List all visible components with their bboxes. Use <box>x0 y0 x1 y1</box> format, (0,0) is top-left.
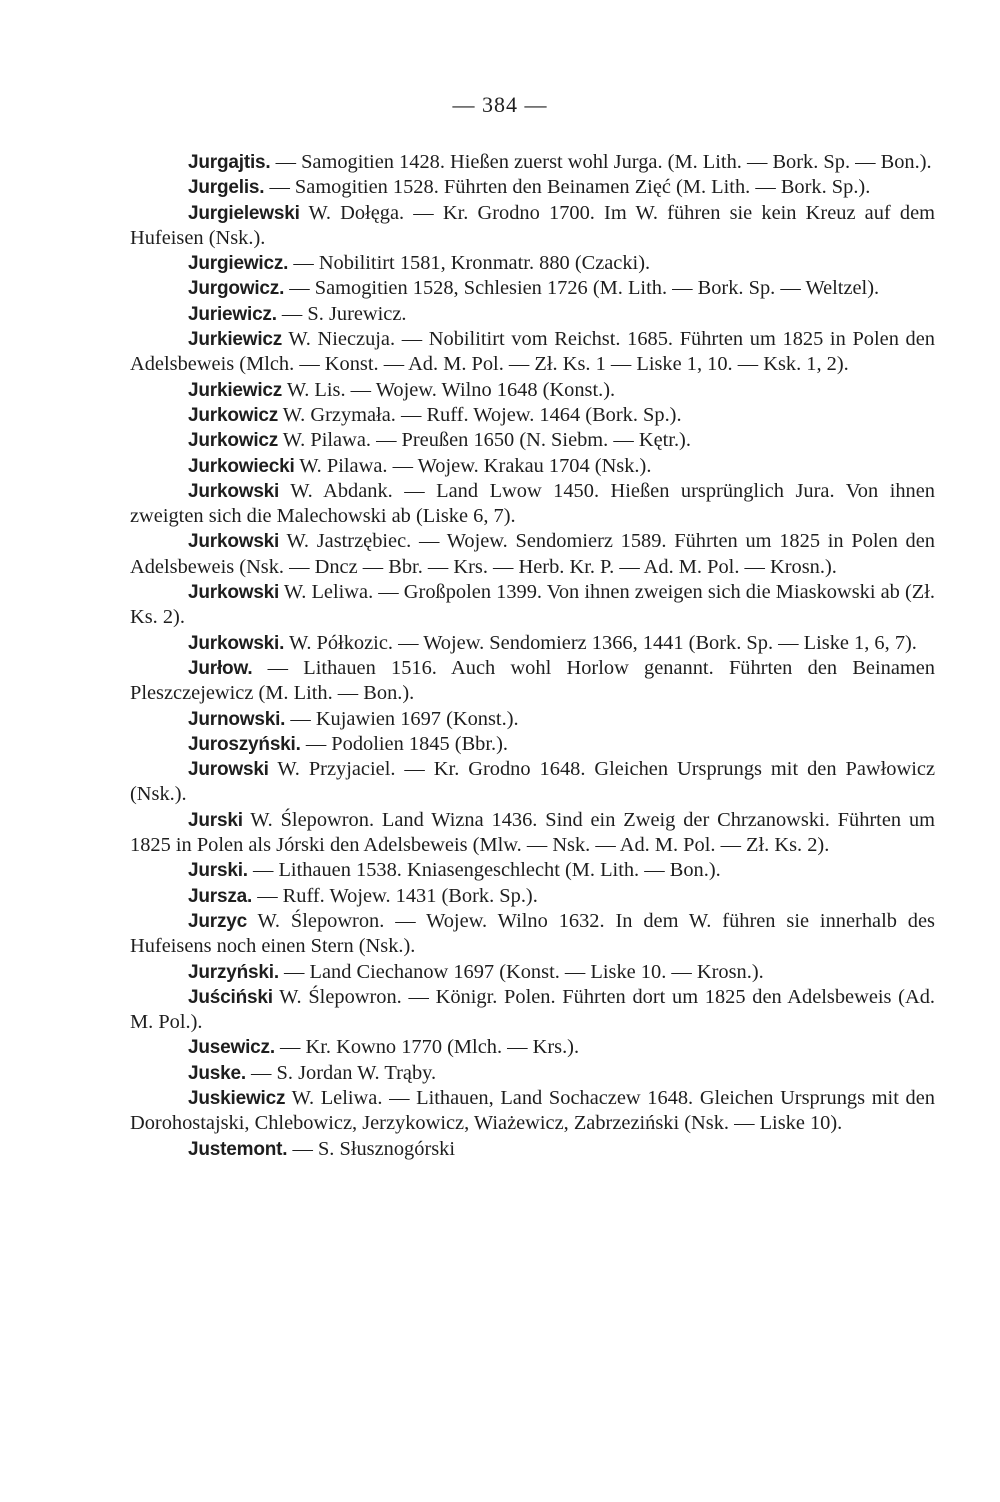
entry-text: W. Abdank. — Land Lwow 1450. Hießen ursprünglich Jura. Von ihnen zweigten sich die Malechowski ab (Liske 6, 7). <box>130 479 935 528</box>
entry-text: W. Lis. — Wojew. Wilno 1648 (Konst.). <box>282 378 616 401</box>
entry <box>130 276 935 301</box>
entry <box>130 960 935 985</box>
entry-surname: Jurkowski. <box>188 632 285 654</box>
entry-surname: Jurkowicz <box>188 430 279 452</box>
entry-surname: Jursza. <box>188 885 253 907</box>
entry-surname: Jurgajtis. <box>188 152 271 173</box>
entry-surname: Jurkowski <box>188 582 280 604</box>
entry-surname: Jurowski <box>188 759 269 781</box>
entry-text: W. Ślepowron. — Königr. Polen. Führten dort um 1825 den Adelsbeweis (Ad. M. Pol.). <box>130 985 935 1034</box>
entry-text: — S. Jordan W. Trąby. <box>245 1061 437 1084</box>
page-number: — 384 — <box>452 92 548 117</box>
entry <box>130 479 935 530</box>
entry-text: W. Półkozic. — Wojew. Sendomierz 1366, 1441 (Bork. Sp. — Liske 1, 6, 7). <box>284 631 917 654</box>
entry-surname: Juściński <box>188 986 273 1008</box>
entry <box>130 428 935 453</box>
entry-surname: Juske. <box>188 1062 246 1084</box>
entry <box>130 302 935 327</box>
entry <box>130 1137 935 1162</box>
entry-surname: Jurkowicz <box>188 404 279 426</box>
entry-surname: Jurkiewicz <box>188 329 283 351</box>
entry-text: — Lithauen 1538. Kniasengeschlecht (M. Lith. — Bon.). <box>247 859 721 882</box>
entry-surname: Jurski <box>188 809 243 831</box>
entry <box>130 1086 935 1137</box>
entry-surname: Jurnowski. <box>188 708 286 730</box>
entry-text: W. Leliwa. — Großpolen 1399. Von ihnen zweigen sich die Miaskowski ab (Zł. Ks. 2). <box>130 581 935 629</box>
entry <box>130 251 935 276</box>
entry-surname: Jurgelis. <box>188 177 265 199</box>
entry <box>130 378 935 403</box>
entry-surname: Jurgowicz. <box>188 278 285 300</box>
entry-surname: Juroszyński. <box>188 733 301 755</box>
entry-surname: Jurzyński. <box>188 961 279 983</box>
entry <box>130 1035 935 1060</box>
entry-text: — Land Ciechanow 1697 (Konst. — Liske 10. — Krosn.). <box>278 960 764 983</box>
entry <box>130 884 935 909</box>
entry-surname: Jurski. <box>188 860 248 882</box>
entry-text: — Kr. Kowno 1770 (Mlch. — Krs.). <box>274 1036 580 1059</box>
entry-surname: Jurkiewicz <box>188 379 283 401</box>
entry <box>130 858 935 883</box>
entry <box>130 580 935 631</box>
entry-text: — Kujawien 1697 (Konst.). <box>285 707 519 730</box>
entry-text: W. Nieczuja. — Nobilitirt vom Reichst. 1685. Führten um 1825 in Polen den Adelsbeweis (Mlch. — Konst. — Ad. M. Pol. — Zł. Ks. 1 — Liske 1, 10. — Ksk. 1, 2). <box>130 328 935 376</box>
entry <box>130 757 935 808</box>
entry-text: W. Pilawa. — Preußen 1650 (N. Siebm. — Kętr.). <box>278 429 691 452</box>
entry-surname: Jurzyc <box>188 910 248 932</box>
entry <box>130 631 935 656</box>
entry-text: — S. Słusznogórski <box>287 1137 456 1160</box>
entry-text: W. Jastrzębiec. — Wojew. Sendomierz 1589. Führten um 1825 in Polen den Adelsbeweis (Nsk. — Dncz — Bbr. — Krs. — Herb. Kr. P. — Ad. M. Pol. — Krosn.). <box>130 530 935 578</box>
entry-list <box>130 150 935 1162</box>
entry <box>130 454 935 479</box>
entry-surname: Juskiewicz <box>188 1087 286 1109</box>
entry <box>130 732 935 757</box>
entry-surname: Jusewicz. <box>188 1037 275 1059</box>
entry-surname: Jurkowski <box>188 531 280 553</box>
entry-surname: Jurkowski <box>188 480 280 502</box>
entry <box>130 175 935 200</box>
entry-surname: Jurgiewicz. <box>188 253 289 275</box>
entry <box>130 985 935 1036</box>
entry-text: W. Przyjaciel. — Kr. Grodno 1648. Gleichen Ursprungs mit den Pawłowicz (Nsk.). <box>130 758 935 806</box>
entry-text: — Nobilitirt 1581, Kronmatr. 880 (Czacki). <box>288 252 651 275</box>
entry-text: W. Ślepowron. — Wojew. Wilno 1632. In dem W. führen sie innerhalb des Hufeisens noch einen Stern (Nsk.). <box>130 909 935 958</box>
entry-text: — Samogitien 1428. Hießen zuerst wohl Jurga. (M. Lith. — Bork. Sp. — Bon.). <box>270 151 932 173</box>
entry <box>130 201 935 252</box>
entry-surname: Jurłow. <box>188 657 253 679</box>
entry-text: — Ruff. Wojew. 1431 (Bork. Sp.). <box>252 884 538 907</box>
entry <box>130 529 935 580</box>
entry-text: W. Leliwa. — Lithauen, Land Sochaczew 1648. Gleichen Ursprungs mit den Dorohostajski, Chlebowicz, Jerzykowicz, Wiażewicz, Zabrzeziński (Nsk. — Liske 10). <box>130 1086 935 1135</box>
entry <box>130 909 935 960</box>
entry-text: W. Pilawa. — Wojew. Krakau 1704 (Nsk.). <box>294 454 652 477</box>
entry <box>130 808 935 859</box>
entry-text: W. Grzymała. — Ruff. Wojew. 1464 (Bork. Sp.). <box>278 403 682 426</box>
entry <box>130 707 935 732</box>
entry-text: W. Dołęga. — Kr. Grodno 1700. Im W. führen sie kein Kreuz auf dem Hufeisen (Nsk.). <box>130 201 935 249</box>
entry <box>130 1061 935 1086</box>
entry-surname: Jurkowiecki <box>188 455 295 477</box>
entry <box>130 403 935 428</box>
entry-text: — Lithauen 1516. Auch wohl Horlow genannt. Führten den Beinamen Pleszczejewicz (M. Lith. — Bon.). <box>130 656 935 705</box>
entry-surname: Justemont. <box>188 1138 288 1160</box>
entry-text: — S. Jurewicz. <box>276 302 407 325</box>
entry <box>130 327 935 378</box>
entry-surname: Jurgielewski <box>188 202 300 224</box>
entry-text: — Podolien 1845 (Bbr.). <box>300 732 509 755</box>
entry <box>130 150 935 175</box>
entry <box>130 656 935 707</box>
entry-text: W. Ślepowron. Land Wizna 1436. Sind ein Zweig der Chrzanowski. Führten um 1825 in Polen als Jórski den Adelsbeweis (Mlw. — Nsk. — Ad. M. Pol. — Zł. Ks. 2). <box>130 808 935 857</box>
entry-surname: Juriewicz. <box>188 303 277 325</box>
entry-text: — Samogitien 1528. Führten den Beinamen Zięć (M. Lith. — Bork. Sp.). <box>264 176 871 199</box>
entry-text: — Samogitien 1528, Schlesien 1726 (M. Lith. — Bork. Sp. — Weltzel). <box>284 277 880 300</box>
